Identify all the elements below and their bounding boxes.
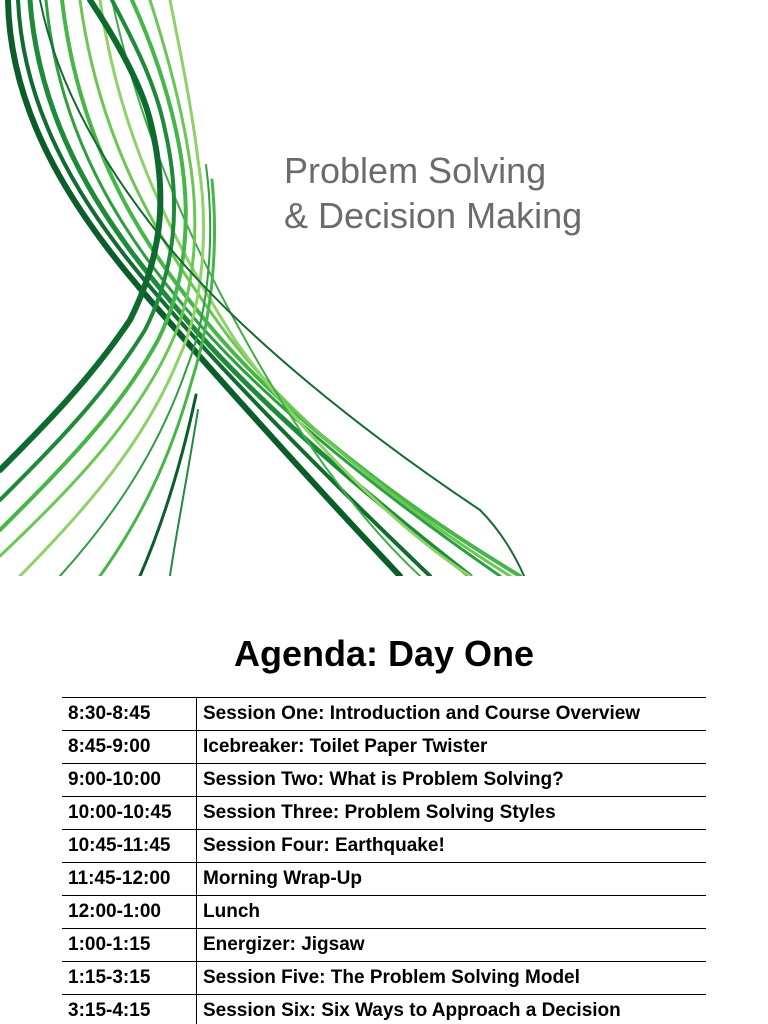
agenda-heading: Agenda: Day One [233, 633, 535, 674]
agenda-row [62, 698, 706, 731]
presentation-title [284, 148, 582, 238]
agenda-row [62, 962, 706, 995]
agenda-row [62, 764, 706, 797]
title-line-2: & Decision Making [284, 195, 583, 236]
agenda-item: Session Five: The Problem Solving Model [197, 962, 707, 995]
agenda-item: Morning Wrap-Up [197, 863, 707, 896]
title-line-1: Problem Solving [284, 150, 547, 191]
agenda-row [62, 863, 706, 896]
agenda-table-body [62, 698, 706, 1024]
agenda-time: 10:00-10:45 [62, 797, 197, 830]
agenda-time: 1:15-3:15 [62, 962, 197, 995]
agenda-time: 3:15-4:15 [62, 995, 197, 1024]
agenda-item: Session One: Introduction and Course Overview [197, 698, 707, 731]
agenda-time: 8:45-9:00 [62, 731, 197, 764]
agenda-slide [0, 576, 768, 1024]
agenda-time: 8:30-8:45 [62, 698, 197, 731]
agenda-table [62, 697, 706, 1024]
agenda-row [62, 995, 706, 1024]
agenda-time: 11:45-12:00 [62, 863, 197, 896]
agenda-item: Session Two: What is Problem Solving? [197, 764, 707, 797]
agenda-item: Session Four: Earthquake! [197, 830, 707, 863]
agenda-time: 1:00-1:15 [62, 929, 197, 962]
agenda-item: Icebreaker: Toilet Paper Twister [197, 731, 707, 764]
agenda-time: 12:00-1:00 [62, 896, 197, 929]
agenda-time: 10:45-11:45 [62, 830, 197, 863]
agenda-row [62, 731, 706, 764]
agenda-row [62, 929, 706, 962]
agenda-row [62, 896, 706, 929]
agenda-row [62, 830, 706, 863]
agenda-item: Session Six: Six Ways to Approach a Decision [197, 995, 707, 1024]
agenda-time: 9:00-10:00 [62, 764, 197, 797]
agenda-row [62, 797, 706, 830]
agenda-item: Lunch [197, 896, 707, 929]
agenda-item: Session Three: Problem Solving Styles [197, 797, 707, 830]
agenda-item: Energizer: Jigsaw [197, 929, 707, 962]
